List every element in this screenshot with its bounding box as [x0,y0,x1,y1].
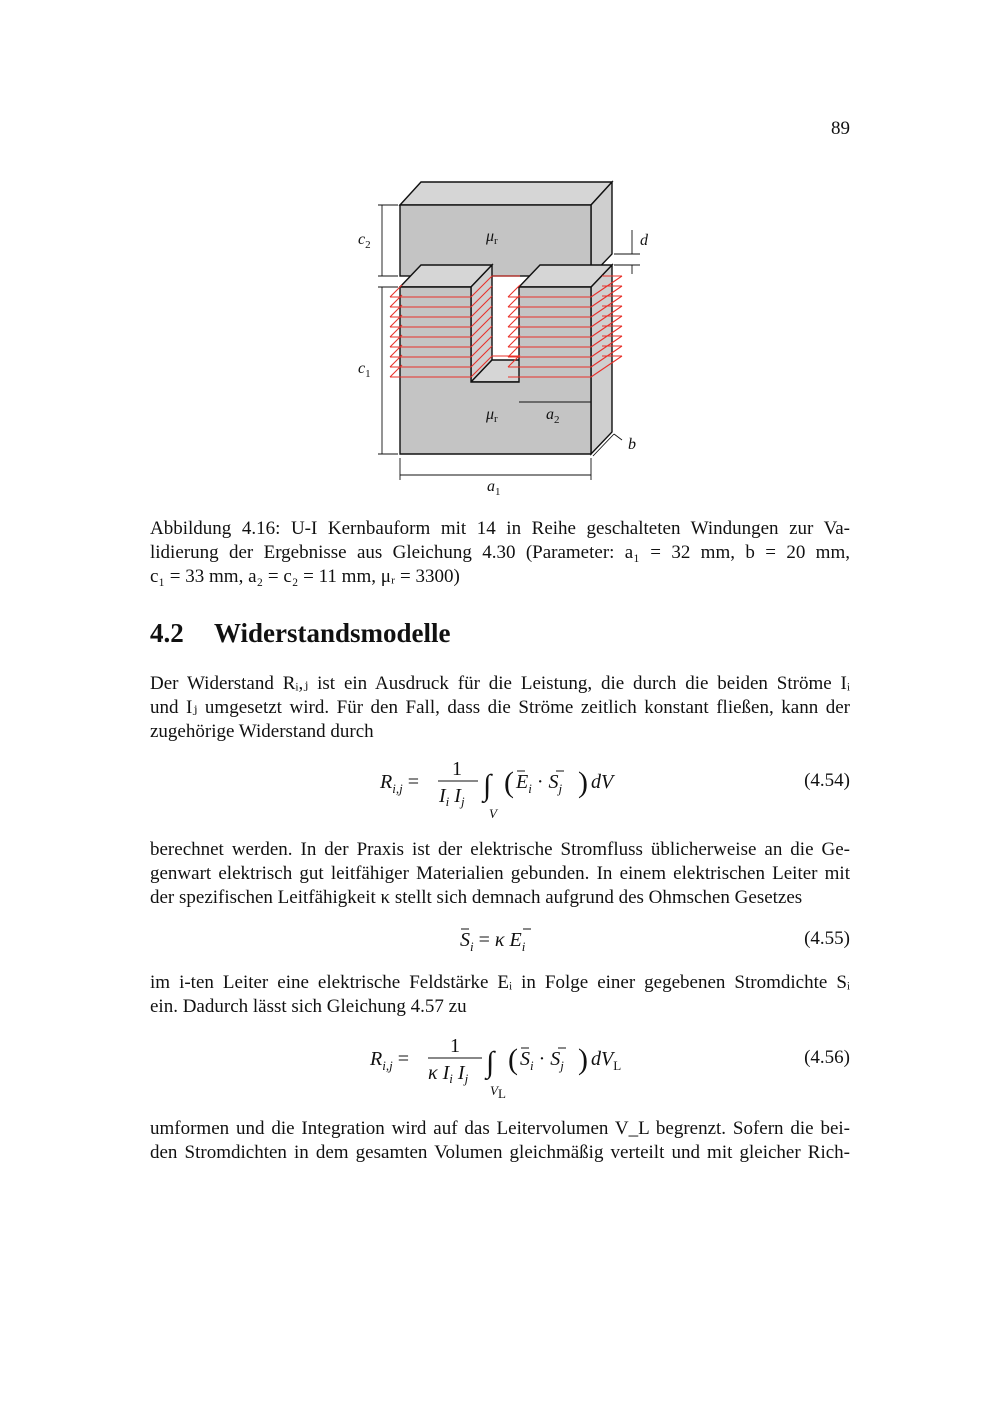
caption-line: Abbildung 4.16: U-I Kernbauform mit 14 in Reihe geschalteten Windungen zur Va- [150,518,850,539]
section-number: 4.2 [150,618,184,648]
equation-4-55-formula [460,926,580,956]
text-line: und Iⱼ umgesetzt wird. Für den Fall, dass die Ströme zeitlich konstant fließen, kann der [150,697,850,718]
caption-line: c₁ = 33 mm, a₂ = c₂ = 11 mm, μᵣ = 3300) [150,566,460,587]
label-c1: $c_1$ [358,360,371,380]
svg-text:Ri,j =: $R_{i,j}$ = [370,1048,409,1073]
text-line: im i-ten Leiter eine elektrische Feldstärke Eᵢ in Folge einer gegebenen Stromdichte Sᵢ [150,972,850,993]
paragraph [150,672,850,744]
svg-text:Ri,j =: $R_{i,j}$ = [380,771,419,796]
label-mu-top: μr [486,228,498,247]
svg-text:(: ( [504,766,514,799]
section-heading [150,618,451,649]
svg-text:): ) [578,1043,588,1076]
text-line: ein. Dadurch lässt sich Gleichung 4.57 zu [150,996,467,1017]
svg-text:1: 1 [450,1035,460,1057]
equation-4-54-formula [380,760,640,820]
label-a1: $a_1$ [487,478,501,498]
svg-text:dVL: $dV_L$ [591,1048,622,1073]
svg-text:Si · Sj: $S_i \cdot S_j$ [520,1048,564,1073]
page-number: 89 [831,118,850,139]
svg-text:∫: ∫ [483,769,492,802]
svg-text:Ii Ij: $I_i$ $I_j$ [439,785,465,809]
equation-4-55 [150,926,850,956]
label-d: d [640,232,648,249]
text-line: genwart elektrisch gut leitfähiger Materialien gebunden. In einem elektrischen Leiter mit [150,863,850,884]
label-c2: $c_2$ [358,231,371,251]
svg-text:Ei · Sj: $E_i \cdot S_j$ [516,771,563,796]
figure-caption [150,517,850,589]
text-line: der spezifischen Leitfähigkeit κ stellt sich demnach aufgrund des Ohmschen Gesetzes [150,887,803,908]
equation-4-54 [150,760,850,820]
text-line: den Stromdichten in dem gesamten Volumen gleichmäßig verteilt und mit gleicher Rich- [150,1142,850,1163]
text-line: zugehörige Widerstand durch [150,721,374,742]
equation-number: (4.54) [804,770,850,791]
paragraph [150,1117,850,1165]
text-line: umformen und die Integration wird auf das Leitervolumen V_L begrenzt. Sofern die bei- [150,1118,850,1139]
svg-text:∫: ∫ [486,1046,495,1079]
svg-text:Si = κ Ei: $S_i = \kappa$ $E_i$ [460,929,526,954]
svg-text:κ Ii Ij: κ $I_i$ $I_j$ [428,1062,469,1086]
i-core-top-face [400,182,612,205]
label-mu-bottom: μr [486,406,498,425]
svg-text:V: V [489,806,497,821]
svg-text:dV: dV [591,771,614,793]
svg-text:1: 1 [452,758,462,780]
equation-number: (4.55) [804,928,850,949]
text-line: Der Widerstand Rᵢ,ⱼ ist ein Ausdruck für die Leistung, die durch die beiden Ströme Iᵢ [150,673,850,694]
text-line: berechnet werden. In der Praxis ist der elektrische Stromfluss üblicherweise an die Ge- [150,839,850,860]
label-a2: $a_2$ [546,406,560,426]
section-title-text: Widerstandsmodelle [214,618,451,648]
label-b: b [628,436,636,453]
paragraph [150,838,850,910]
caption-line: lidierung der Ergebnisse aus Gleichung 4.30 (Parameter: a₁ = 32 mm, b = 20 mm, [150,542,850,563]
ui-core-diagram [340,170,660,500]
equation-number: (4.56) [804,1047,850,1068]
svg-text:): ) [578,766,588,799]
equation-4-56-formula [370,1037,650,1099]
svg-text:(: ( [508,1043,518,1076]
equation-4-56 [150,1035,850,1101]
paragraph [150,971,850,1019]
svg-text:VL: VL [490,1083,506,1101]
figure-ui-core [340,170,660,500]
